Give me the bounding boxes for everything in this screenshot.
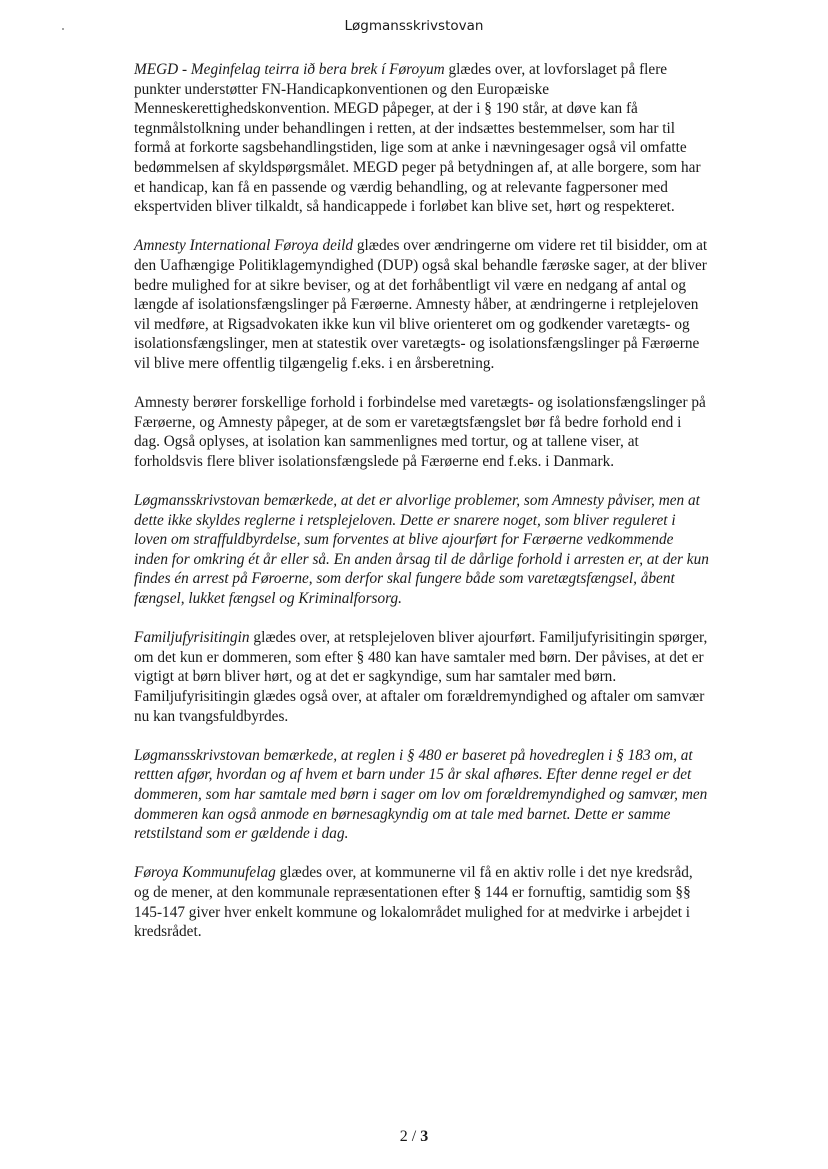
org-name: Føroya Kommunufelag [134, 864, 276, 882]
paragraph-text: glædes over, at lovforslaget på flere punkter understøtter FN-Handicapkonventionen og den Europæiske Menneskerettighedskonvention. MEGD påpeger, at der i § 190 står, at døve kan få tegnmålstolkning under behandlingen i retten, at der indsættes bestemmelser, som har til formå at forkorte sagsbehandlingstiden, lige som at anke i nævningesager også vil omfatte bedømmelsen af skyldspørgsmålet. MEGD peger på betydningen af, at alle borgere, som har et handicap, kan få en passende og værdig behandling, og at relevante fagpersoner med ekspertviden bliver tilkaldt, så handicappede i forløbet kan blive set, hørt og respekteret. [134, 61, 701, 216]
paragraph-amnesty [134, 236, 709, 373]
paragraph-text: glædes over, at kommunerne vil få en aktiv rolle i det nye kredsråd, og de mener, at den kommunale repræsentationen efter § 144 er fornuftig, samtidig som §§ 145-147 giver hver enkelt kommune og lokalområdet mulighed for at medvirke i arbejdet i kredsrådet. [134, 864, 693, 941]
org-name: MEGD - Meginfelag teirra ið bera brek í Føroyum [134, 61, 445, 78]
paragraph-amnesty-continued [134, 393, 709, 471]
document-body [134, 60, 709, 961]
paragraph-megd [134, 60, 709, 217]
note-logmansskrivstovan-amnesty [134, 491, 709, 609]
page-separator: / [407, 1128, 421, 1145]
paragraph-text: Amnesty berører forskellige forhold i forbindelse med varetægts- og isolationsfængslinger på Færøerne, og Amnesty påpeger, at de som er varetægtsfængslet bør få bedre forhold end i dag. Også oplyses, at isolation kan sammenlignes med tortur, og at tallene viser, at forholdsvis flere bliver isolationsfængslede på Færøerne end f.eks. i Danmark. [134, 394, 706, 470]
org-name: Amnesty International Føroya deild [134, 237, 354, 255]
paragraph-kommunufelag [134, 863, 709, 941]
page-number [0, 1128, 828, 1146]
page-header: Løgmansskrivstovan [344, 18, 484, 34]
org-name: Familjufyrisitingin [134, 629, 250, 647]
paragraph-familjufyrisitingin [134, 628, 709, 726]
note-text: Løgmansskrivstovan bemærkede, at det er alvorlige problemer, som Amnesty påviser, men at dette ikke skyldes reglerne i retsplejeloven. Dette er snarere noget, som bliver reguleret i loven om straffuldbyrdelse, sum forventes at blive ajourført for Færøerne vedkommende inden for omkring ét år eller så. En anden årsag til de dårlige forhold i arresten er, at der kun findes én arrest på Føroerne, som derfor skal fungere både som varetægtsfængsel, åbent fængsel, lukket fængsel og Kriminalforsorg. [134, 492, 709, 608]
note-text: Løgmansskrivstovan bemærkede, at reglen i § 480 er baseret på hovedreglen i § 183 om, at rettten afgør, hvordan og af hvem et barn under 15 år skal afhøres. Efter denne regel er det dommeren, som har samtale med børn i sager om lov om forældremyndighed og samvær, men dommeren kan også anmode en børnesagkyndig om at tale med barnet. Dette er samme retstilstand som er gældende i dag. [134, 746, 708, 843]
paragraph-text: glædes over, at retsplejeloven bliver ajourført. Familjufyrisitingin spørger, om det kun er dommeren, som efter § 480 kan have samtaler med børn. Der påvises, at det er vigtigt at børn bliver hørt, og at det er sagkyndige, sum har samtaler med børn. Familjufyrisitingin glædes også over, at aftaler om forældremyndighed og aftaler om samvær nu kan tvangsfuldbyrdes. [134, 629, 708, 725]
current-page: 2 [399, 1128, 408, 1145]
note-logmansskrivstovan-children [134, 746, 709, 844]
total-pages: 3 [420, 1128, 429, 1145]
paragraph-text: glædes over ændringerne om videre ret til bisidder, om at den Uafhængige Politiklagemyndighed (DUP) også skal behandle færøske sager, at der bliver bedre mulighed for at sikre beviser, og at det forhåbentligt vil være en nedgang af antal og længde af isolationsfængslinger på Færøerne. Amnesty håber, at ændringerne i retplejeloven vil medføre, at Rigsadvokaten ikke kun vil blive orienteret om og godkender varetægts- og isolationsfængslinger, men at statestik over varetægts- og isolationsfængslinger på Færøerne vil blive mere offentlig tilgængelig f.eks. i en årsberetning. [134, 237, 708, 372]
